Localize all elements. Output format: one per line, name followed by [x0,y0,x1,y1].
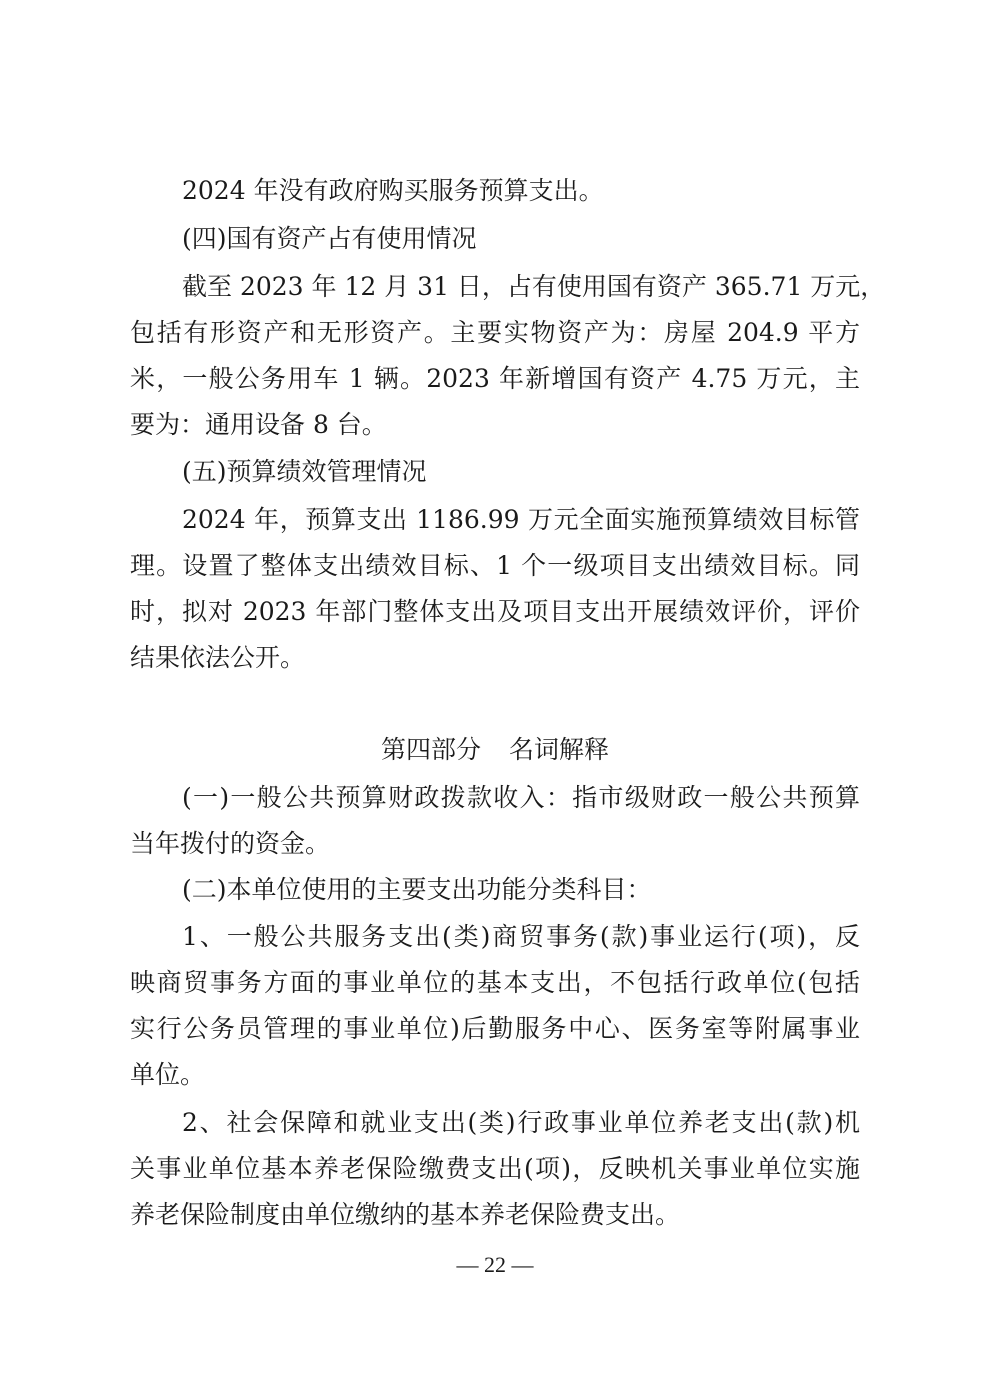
paragraph-line: 实行公务员管理的事业单位)后勤服务中心、医务室等附属事业 [130,1014,860,1043]
section-heading: (五)预算绩效管理情况 [182,457,427,486]
paragraph-line: 当年拨付的资金。 [130,829,331,858]
paragraph-line: 结果依法公开。 [130,643,306,672]
section-heading: (四)国有资产占有使用情况 [182,224,477,253]
paragraph-line: 关事业单位基本养老保险缴费支出(项)，反映机关事业单位实施 [130,1154,860,1183]
paragraph-line: (一)一般公共预算财政拨款收入：指市级财政一般公共预算 [182,783,860,812]
paragraph-line: 单位。 [130,1060,206,1089]
paragraph-line: 米，一般公务用车 1 辆。2023 年新增国有资产 4.75 万元，主 [130,364,860,393]
part-heading [0,735,990,765]
paragraph-line: 1、一般公共服务支出(类)商贸事务(款)事业运行(项)，反 [182,922,860,951]
paragraph-line: 2024 年，预算支出 1186.99 万元全面实施预算绩效目标管 [182,505,860,534]
page-number: — 22 — [456,1252,534,1277]
part-label: 第四部分 [380,735,481,764]
paragraph-line: 2024 年没有政府购买服务预算支出。 [182,176,604,205]
paragraph-line: 映商贸事务方面的事业单位的基本支出，不包括行政单位(包括 [130,968,860,997]
paragraph-line: (二)本单位使用的主要支出功能分类科目： [182,875,652,904]
paragraph-line: 要为：通用设备 8 台。 [130,410,387,439]
paragraph-line: 理。设置了整体支出绩效目标、1 个一级项目支出绩效目标。同 [130,551,860,580]
paragraph-line: 2、社会保障和就业支出(类)行政事业单位养老支出(款)机 [182,1108,860,1137]
paragraph-line: 包括有形资产和无形资产。主要实物资产为：房屋 204.9 平方 [130,318,860,347]
paragraph-line: 截至 2023 年 12 月 31 日，占有使用国有资产 365.71 万元， [182,272,886,301]
paragraph-line: 养老保险制度由单位缴纳的基本养老保险费支出。 [130,1200,681,1229]
paragraph-line: 时，拟对 2023 年部门整体支出及项目支出开展绩效评价，评价 [130,597,860,626]
part-title: 名词解释 [509,735,610,764]
